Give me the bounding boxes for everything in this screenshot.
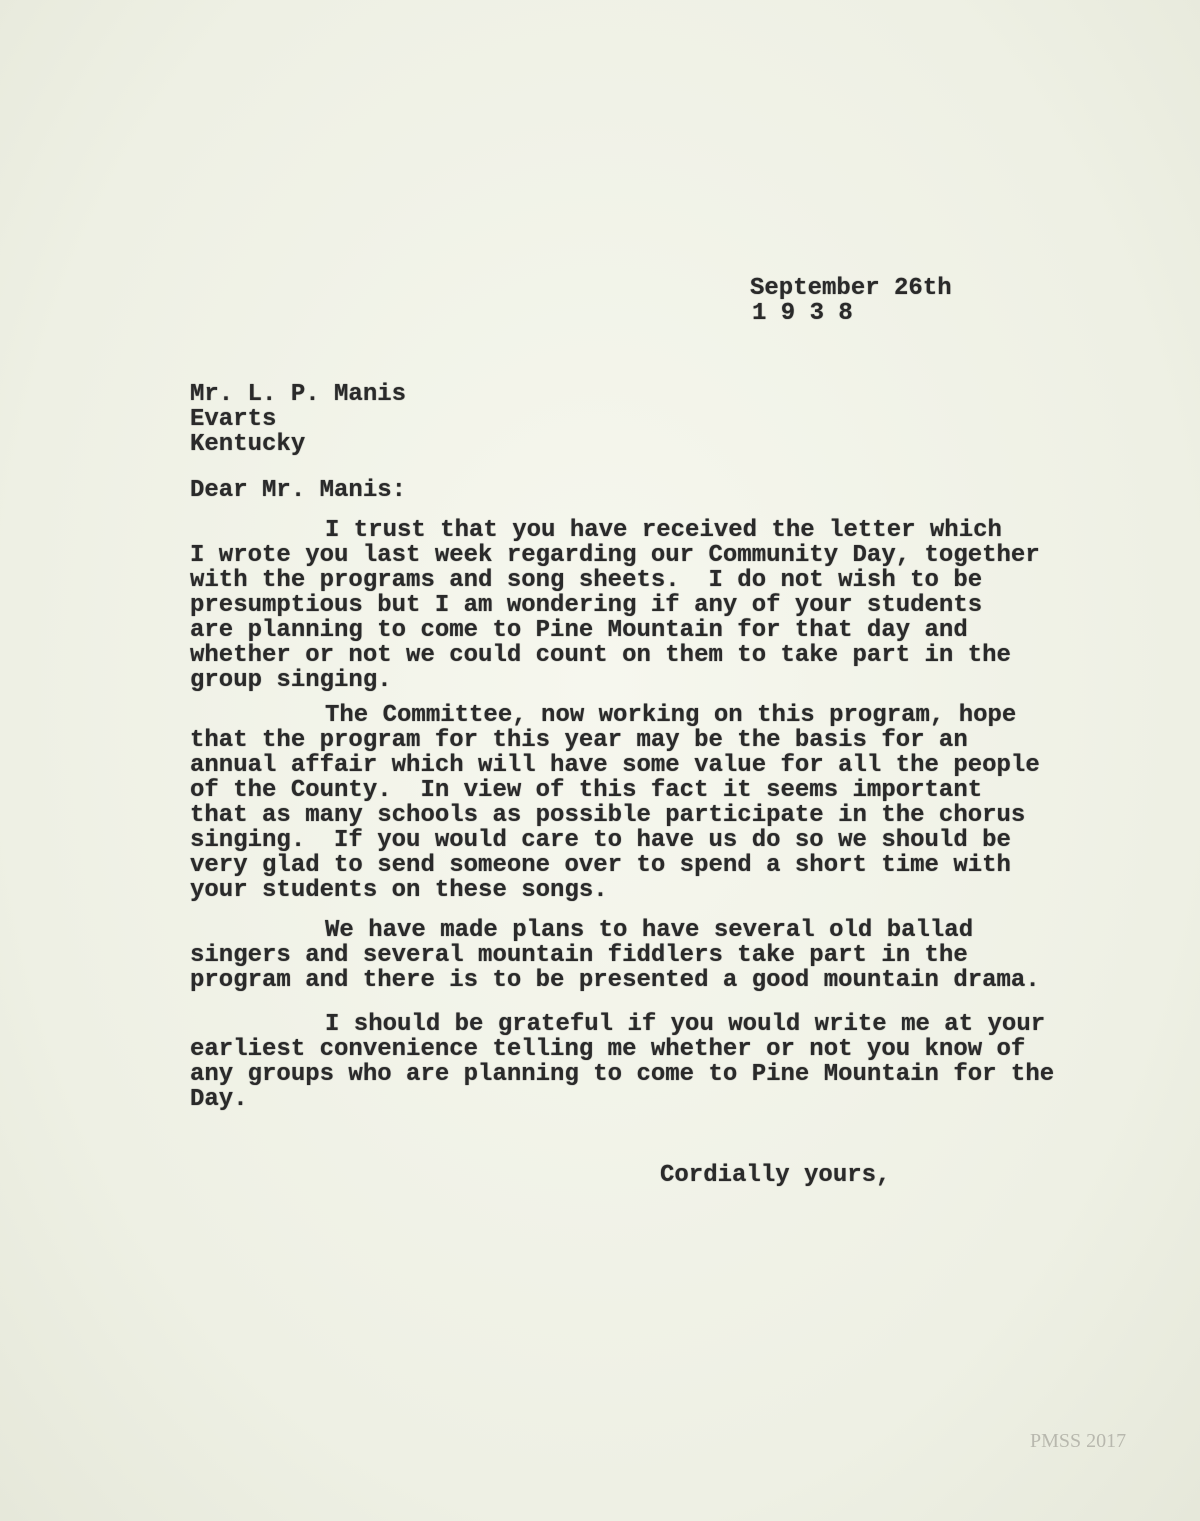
date-line: September 26th — [750, 275, 952, 302]
paragraph-line: are planning to come to Pine Mountain for that day and — [190, 617, 968, 644]
paragraph-line: I trust that you have received the letter which — [325, 517, 1002, 544]
paragraph-2 — [190, 703, 1040, 903]
address-line: Evarts — [190, 406, 277, 433]
paragraph-3 — [190, 918, 1040, 993]
paragraph-line: group singing. — [190, 667, 392, 694]
paragraph-line: that the program for this year may be the basis for an — [190, 727, 968, 754]
date-year: 1 9 3 8 — [752, 300, 853, 327]
address-line: Kentucky — [190, 431, 306, 458]
paragraph-line: your students on these songs. — [190, 877, 608, 904]
paragraph-line: I wrote you last week regarding our Community Day, together — [190, 542, 1040, 569]
paragraph-line: singing. If you would care to have us do so we should be — [190, 827, 1011, 854]
paragraph-line: I should be grateful if you would write me at your — [325, 1011, 1046, 1038]
recipient-address — [190, 382, 406, 457]
letter-date — [750, 276, 952, 326]
salutation: Dear Mr. Manis: — [190, 477, 407, 504]
paragraph-line: with the programs and song sheets. I do not wish to be — [190, 567, 983, 594]
paragraph-line: earliest convenience telling me whether or not you know of — [190, 1036, 1026, 1063]
watermark: PMSS 2017 — [1030, 1430, 1127, 1452]
paragraph-line: whether or not we could count on them to take part in the — [190, 642, 1011, 669]
paragraph-line: presumptious but I am wondering if any of your students — [190, 592, 983, 619]
closing: Cordially yours, — [660, 1162, 891, 1189]
paragraph-line: program and there is to be presented a good mountain drama. — [190, 967, 1040, 994]
paragraph-line: that as many schools as possible participate in the chorus — [190, 802, 1026, 829]
paragraph-line: We have made plans to have several old ballad — [325, 917, 974, 944]
address-line: Mr. L. P. Manis — [190, 381, 407, 408]
paragraph-line: of the County. In view of this fact it seems important — [190, 777, 983, 804]
paragraph-1 — [190, 518, 1040, 693]
paragraph-line: Day. — [190, 1086, 248, 1113]
paragraph-line: singers and several mountain fiddlers take part in the — [190, 942, 968, 969]
paragraph-line: The Committee, now working on this program, hope — [325, 702, 1017, 729]
paragraph-line: very glad to send someone over to spend a short time with — [190, 852, 1011, 879]
paragraph-line: any groups who are planning to come to Pine Mountain for the — [190, 1061, 1055, 1088]
paragraph-line: annual affair which will have some value for all the people — [190, 752, 1040, 779]
paragraph-4 — [190, 1012, 1054, 1112]
